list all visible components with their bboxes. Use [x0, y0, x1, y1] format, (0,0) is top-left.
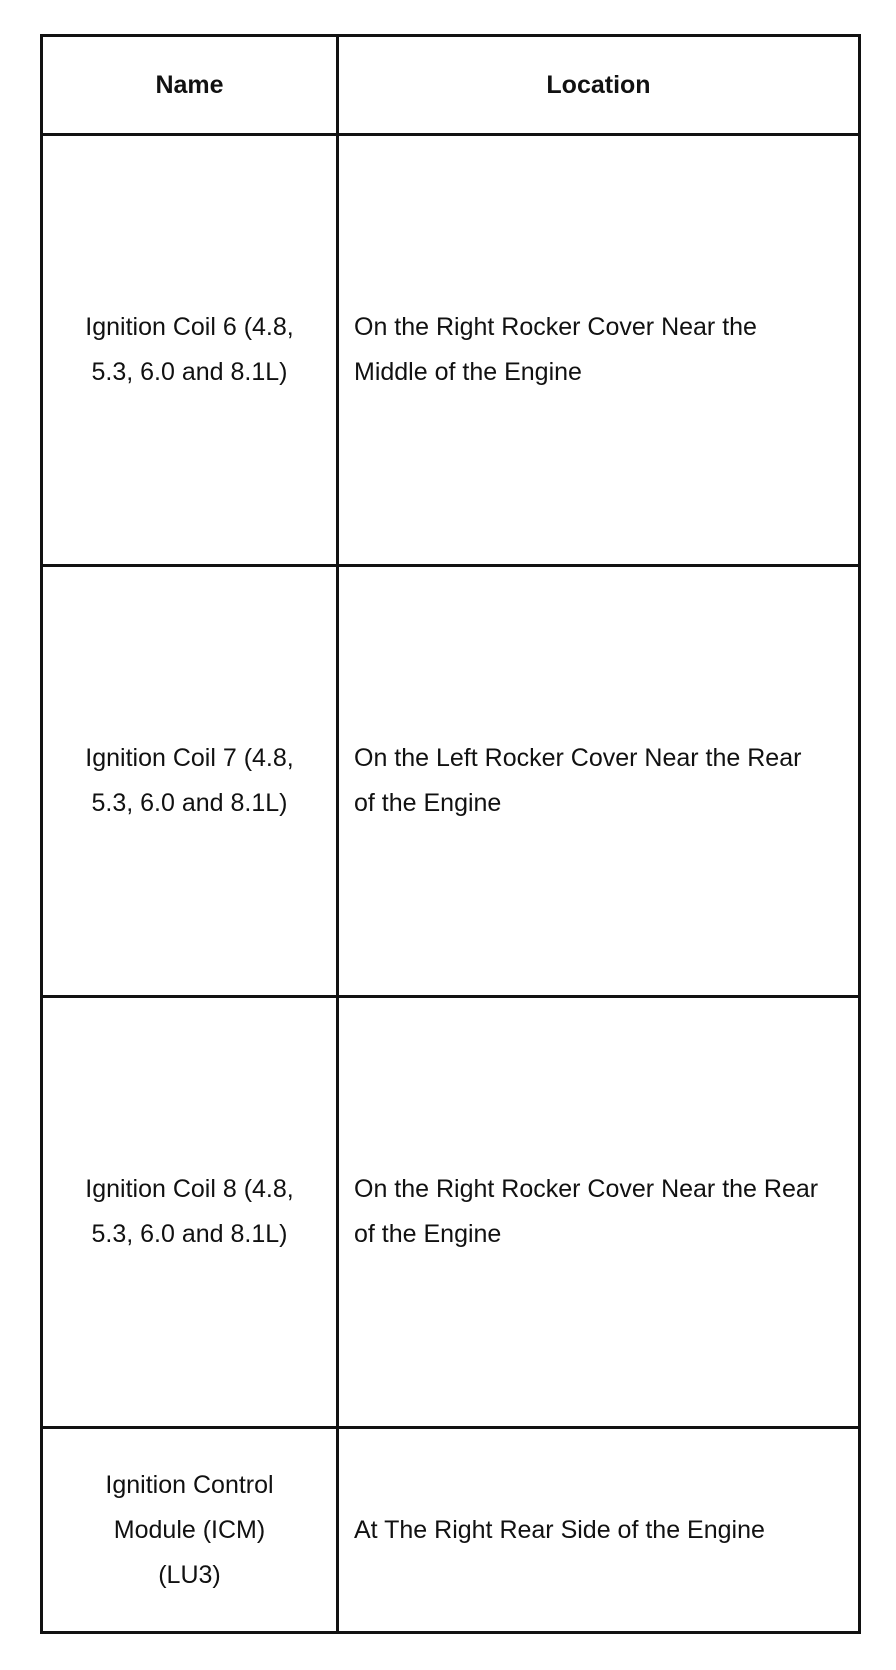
location-cell: On the Right Rocker Cover Near the Middle of the Engine [338, 135, 860, 566]
location-cell: On the Right Rocker Cover Near the Rear of the Engine [338, 997, 860, 1428]
table-row [42, 1428, 860, 1633]
name-cell [42, 566, 338, 997]
name-cell [42, 1428, 338, 1633]
component-name: Ignition Control Module (ICM) (LU3) [105, 1470, 274, 1589]
header-name: Name [42, 36, 338, 135]
component-name: Ignition Coil 6 (4.8, 5.3, 6.0 and 8.1L) [85, 313, 294, 386]
name-cell [42, 997, 338, 1428]
table-header-row [42, 36, 860, 135]
component-name: Ignition Coil 8 (4.8, 5.3, 6.0 and 8.1L) [85, 1175, 294, 1248]
component-name: Ignition Coil 7 (4.8, 5.3, 6.0 and 8.1L) [85, 744, 294, 817]
name-cell [42, 135, 338, 566]
location-cell: At The Right Rear Side of the Engine [338, 1428, 860, 1633]
table-row [42, 997, 860, 1428]
table-row [42, 566, 860, 997]
table-row [42, 135, 860, 566]
location-cell: On the Left Rocker Cover Near the Rear of the Engine [338, 566, 860, 997]
components-location-table [40, 34, 861, 1634]
header-location: Location [338, 36, 860, 135]
